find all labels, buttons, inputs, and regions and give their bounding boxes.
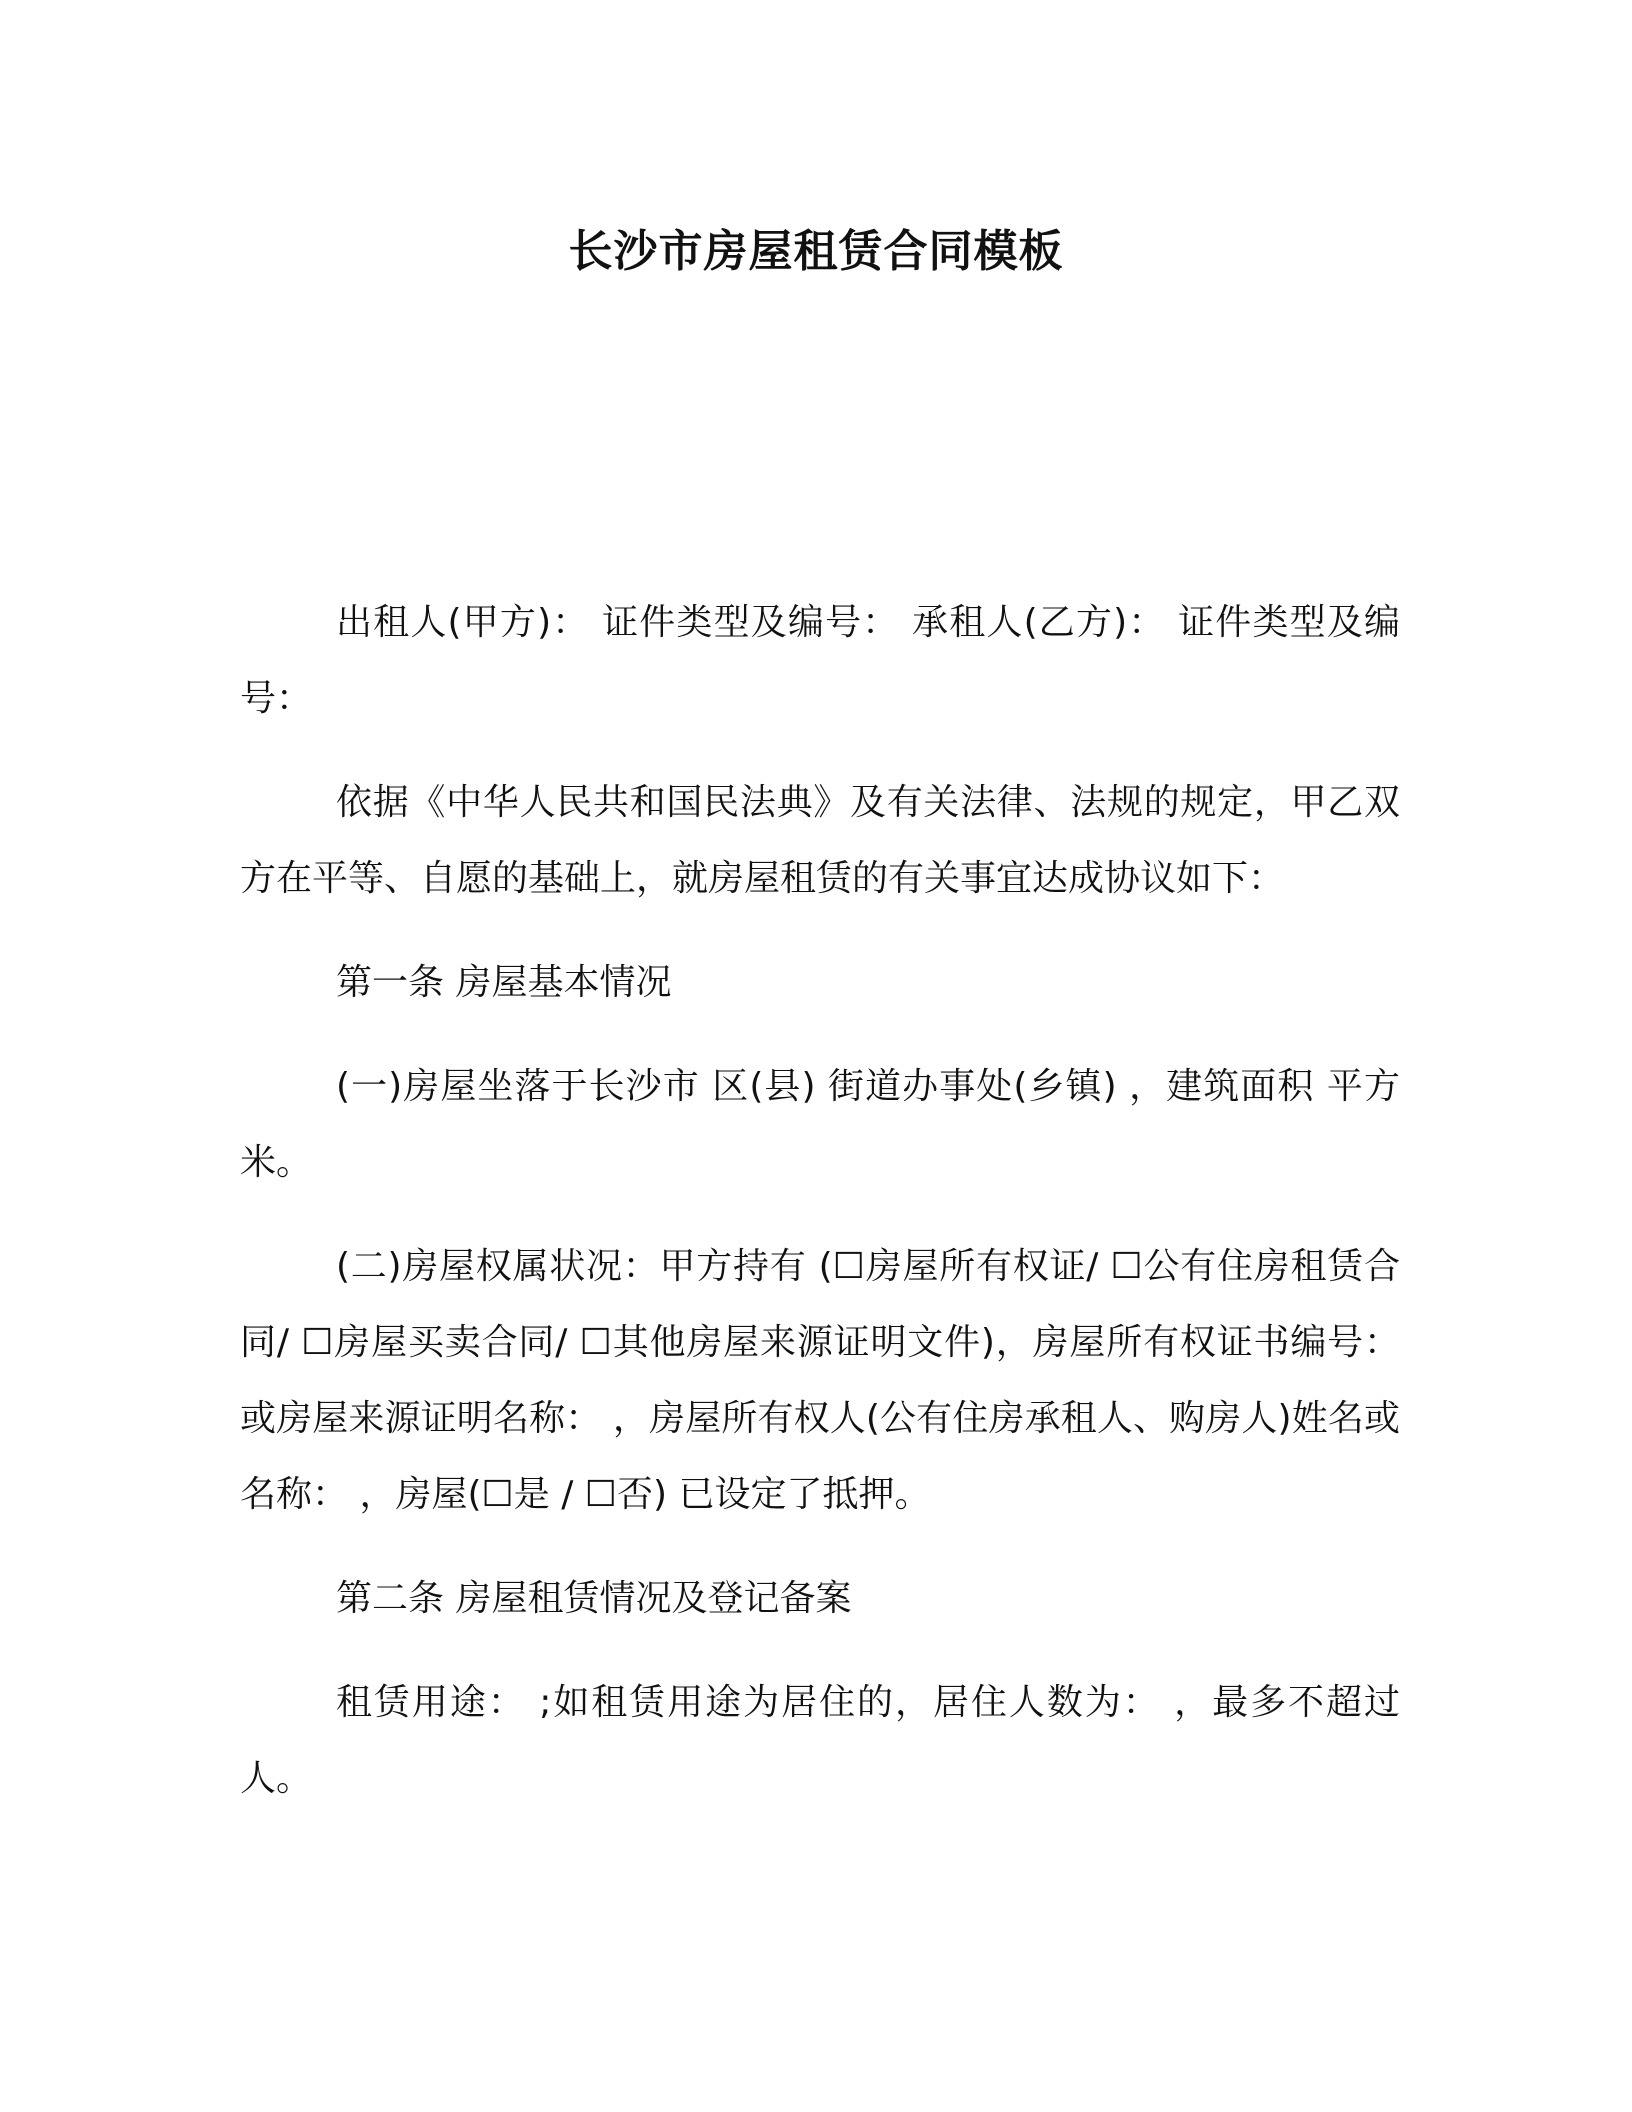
parties-paragraph: 出租人(甲方)： 证件类型及编号： 承租人(乙方)： 证件类型及编号： bbox=[240, 602, 1400, 719]
article-1-heading: 第一条 房屋基本情况 bbox=[336, 962, 672, 1003]
rental-purpose-paragraph: 租赁用途： ;如租赁用途为居住的，居住人数为： ，最多不超过 人。 bbox=[240, 1682, 1400, 1799]
preamble-paragraph: 依据《中华人民共和国民法典》及有关法律、法规的规定，甲乙双方在平等、自愿的基础上，就房屋租赁的有关事宜达成协议如下： bbox=[240, 782, 1400, 899]
article-2-heading: 第二条 房屋租赁情况及登记备案 bbox=[336, 1578, 852, 1619]
document-title: 长沙市房屋租赁合同模板 bbox=[568, 226, 1064, 277]
article-1-item-1: (一)房屋坐落于长沙市 区(县) 街道办事处(乡镇) ，建筑面积 平方米。 bbox=[240, 1066, 1400, 1183]
document-body bbox=[240, 585, 1400, 1845]
article-1-item-2: (二)房屋权属状况：甲方持有 (☐房屋所有权证/ ☐公有住房租赁合同/ ☐房屋买卖合同/ ☐其他房屋来源证明文件)，房屋所有权证书编号： 或房屋来源证明名称： ，房屋所有权人(公有住房承租人、购房人)姓名或名称： ，房屋(☐是 / ☐否) 已设定了抵押。 bbox=[240, 1246, 1400, 1515]
